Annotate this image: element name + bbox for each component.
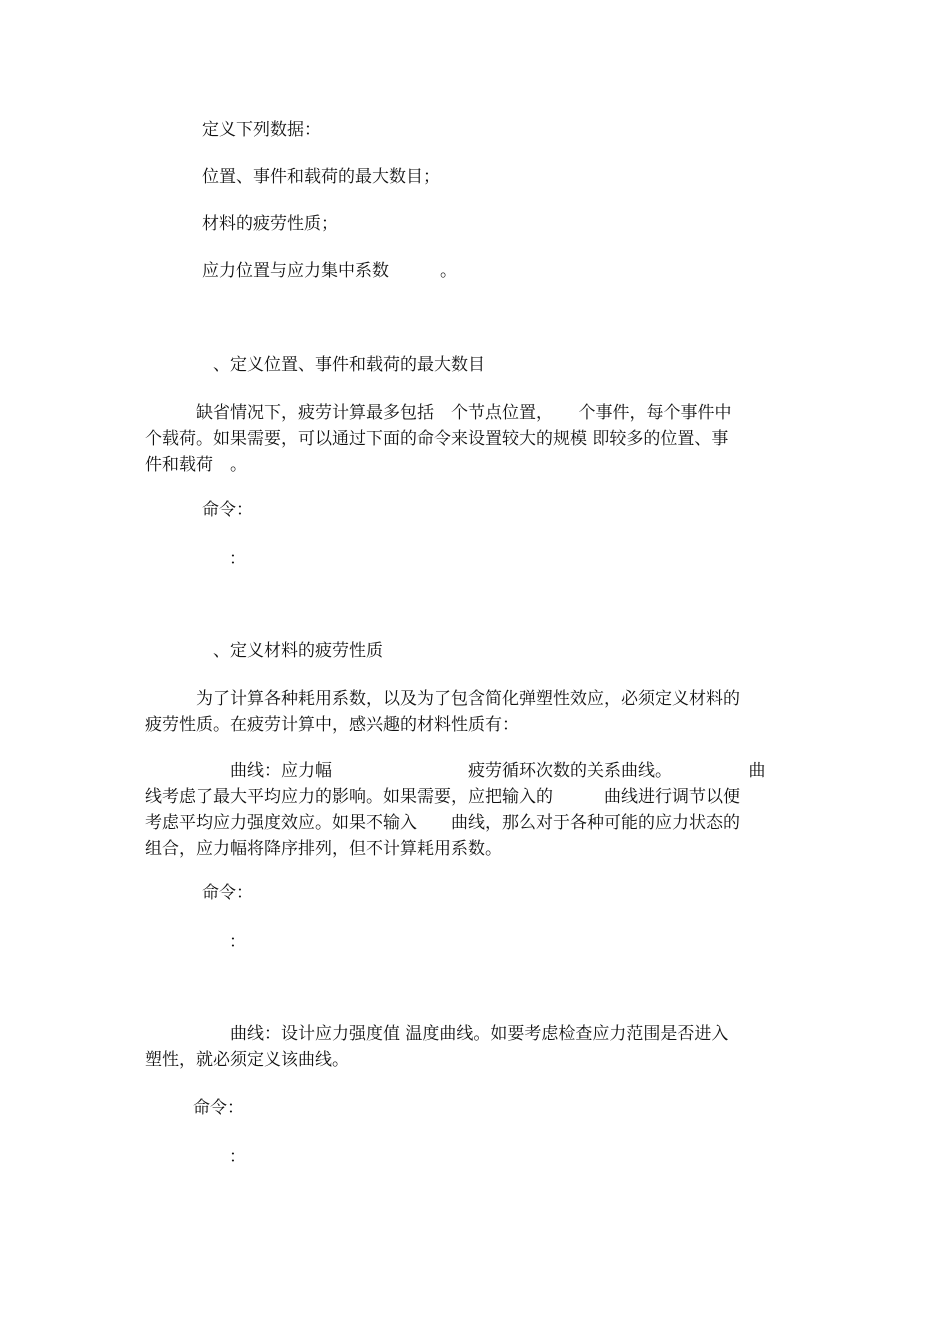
section3-curve-row: 塑性，就必须定义该曲线。 <box>145 1050 349 1070</box>
section3-command-value: ： <box>229 1147 246 1167</box>
intro-line-3: 材料的疲劳性质； <box>202 214 338 234</box>
section3-curve-paragraph <box>145 1021 810 1073</box>
section1-command-label: 命令： <box>202 500 253 520</box>
section2-body-row: 疲劳性质。在疲劳计算中，感兴趣的材料性质有： <box>145 715 519 735</box>
section2-curve-paragraph <box>145 758 810 862</box>
section1-body-row: 个载荷。如果需要，可以通过下面的命令来设置较大的规模 即较多的位置、事 <box>145 429 729 449</box>
section3-command-label: 命令： <box>193 1098 244 1118</box>
section2-command-label: 命令： <box>202 883 253 903</box>
section2-curve-row: 考虑平均应力强度效应。如果不输入 曲线，那么对于各种可能的应力状态的 <box>145 813 740 833</box>
section2-curve-row: 线考虑了最大平均应力的影响。如果需要，应把输入的 曲线进行调节以便 <box>145 787 740 807</box>
intro-line-4: 应力位置与应力集中系数 。 <box>202 261 457 281</box>
section2-heading: 、定义材料的疲劳性质 <box>213 641 383 661</box>
section1-body <box>145 400 810 478</box>
intro-line-1: 定义下列数据： <box>202 120 321 140</box>
section1-body-row: 缺省情况下，疲劳计算最多包括 个节点位置， 个事件，每个事件中 <box>145 403 732 423</box>
section2-body-row: 为了计算各种耗用系数，以及为了包含简化弹塑性效应，必须定义材料的 <box>145 689 740 709</box>
section1-command-value: ： <box>229 549 246 569</box>
section2-curve-row: 组合，应力幅将降序排列，但不计算耗用系数。 <box>145 839 502 859</box>
intro-line-2: 位置、事件和载荷的最大数目； <box>202 167 440 187</box>
section1-body-row: 件和载荷 。 <box>145 455 247 475</box>
section3-curve-row: 曲线：设计应力强度值 温度曲线。如要考虑检查应力范围是否进入 <box>145 1024 729 1044</box>
section2-command-value: ： <box>229 932 246 952</box>
section2-body <box>145 686 810 738</box>
section2-curve-row: 曲线：应力幅 疲劳循环次数的关系曲线。 曲 <box>145 761 766 781</box>
section1-heading: 、定义位置、事件和载荷的最大数目 <box>213 355 485 375</box>
